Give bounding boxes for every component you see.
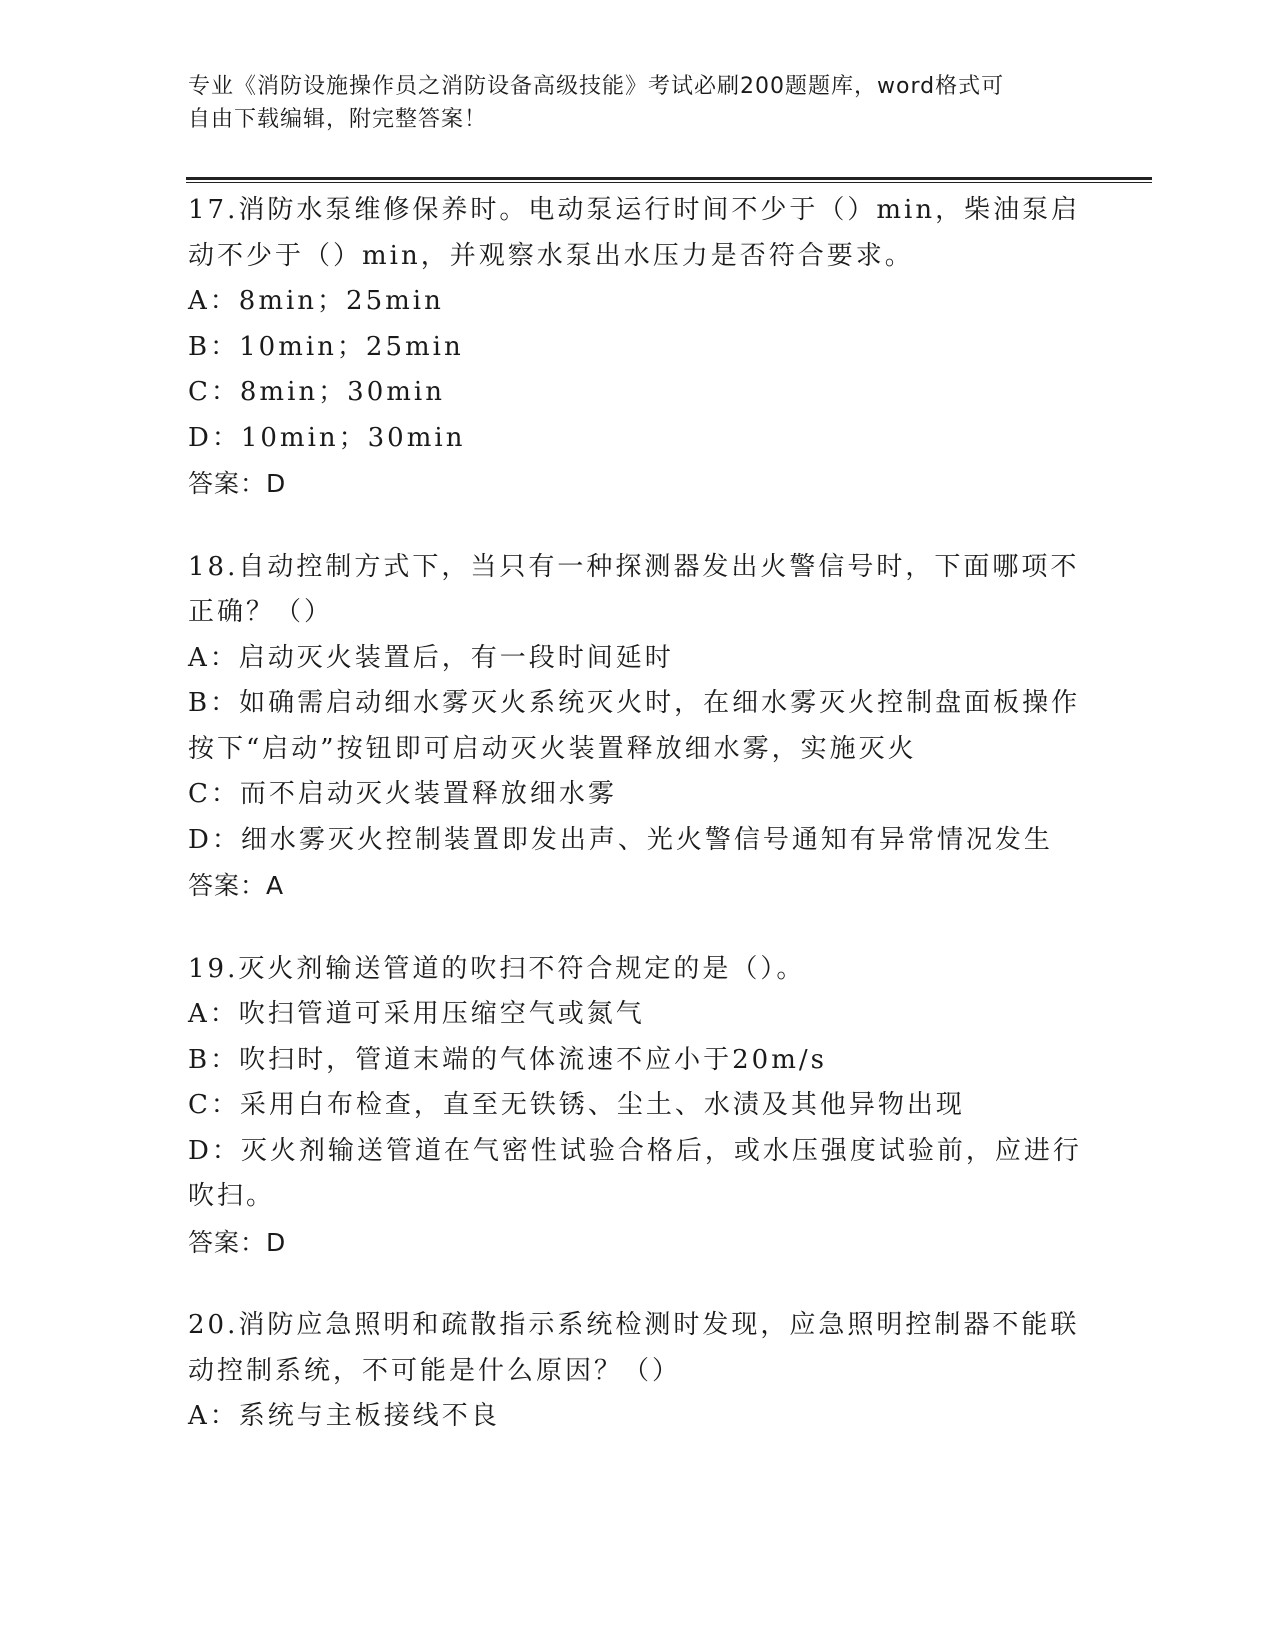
question-stem-line: 动控制系统，不可能是什么原因？（） bbox=[188, 1355, 682, 1386]
question-list bbox=[188, 188, 1088, 1478]
option-d: D：灭火剂输送管道在气密性试验合格后，或水压强度试验前，应进行 bbox=[188, 1135, 1082, 1166]
header-line-1: 专业《消防设施操作员之消防设备高级技能》考试必刷200题题库，word格式可 bbox=[188, 74, 1005, 99]
option-b: B：10min；25min bbox=[188, 331, 464, 362]
answer-line: 答案：D bbox=[188, 469, 287, 498]
header-line-2: 自由下载编辑，附完整答案！ bbox=[188, 107, 488, 132]
option-d: D：10min；30min bbox=[188, 422, 466, 453]
question-stem-line: 20.消防应急照明和疏散指示系统检测时发现，应急照明控制器不能联 bbox=[188, 1310, 1080, 1340]
answer-line: 答案：D bbox=[188, 1227, 287, 1257]
option-a: A：启动灭火装置后，有一段时间延时 bbox=[188, 642, 674, 673]
question-18 bbox=[188, 545, 1088, 909]
answer-line: 答案：A bbox=[188, 871, 285, 900]
question-17 bbox=[188, 188, 1088, 507]
option-d: D：细水雾灭火控制装置即发出声、光火警信号通知有异常情况发生 bbox=[188, 824, 1053, 855]
question-stem-line: 正确？（） bbox=[188, 597, 334, 627]
option-c: C：采用白布检查，直至无铁锈、尘土、水渍及其他异物出现 bbox=[188, 1090, 965, 1120]
option-b: B：如确需启动细水雾灭火系统灭火时，在细水雾灭火控制盘面板操作 bbox=[188, 688, 1081, 718]
option-c: C：8min；30min bbox=[188, 377, 445, 407]
question-stem-line: 17.消防水泵维修保养时。电动泵运行时间不少于（）min，柴油泵启 bbox=[188, 195, 1081, 225]
question-stem-line: 动不少于（）min，并观察水泵出水压力是否符合要求。 bbox=[188, 240, 914, 271]
question-20 bbox=[188, 1303, 1088, 1440]
option-d-continued: 吹扫。 bbox=[188, 1181, 276, 1211]
header-divider-thin bbox=[186, 182, 1152, 183]
question-stem-line: 19.灭火剂输送管道的吹扫不符合规定的是（）。 bbox=[188, 953, 806, 984]
question-19 bbox=[188, 947, 1088, 1266]
question-stem-line: 18.自动控制方式下，当只有一种探测器发出火警信号时，下面哪项不 bbox=[188, 551, 1080, 582]
option-b: B：吹扫时，管道末端的气体流速不应小于20m/s bbox=[188, 1044, 827, 1075]
option-a: A：吹扫管道可采用压缩空气或氮气 bbox=[188, 999, 645, 1029]
option-a: A：8min；25min bbox=[188, 286, 444, 316]
option-b-continued: 按下“启动”按钮即可启动灭火装置释放细水雾，实施灭火 bbox=[188, 733, 917, 764]
option-a: A：系统与主板接线不良 bbox=[188, 1401, 500, 1431]
document-header bbox=[188, 70, 1088, 136]
header-divider-thick bbox=[186, 177, 1152, 180]
option-c: C：而不启动灭火装置释放细水雾 bbox=[188, 779, 617, 809]
